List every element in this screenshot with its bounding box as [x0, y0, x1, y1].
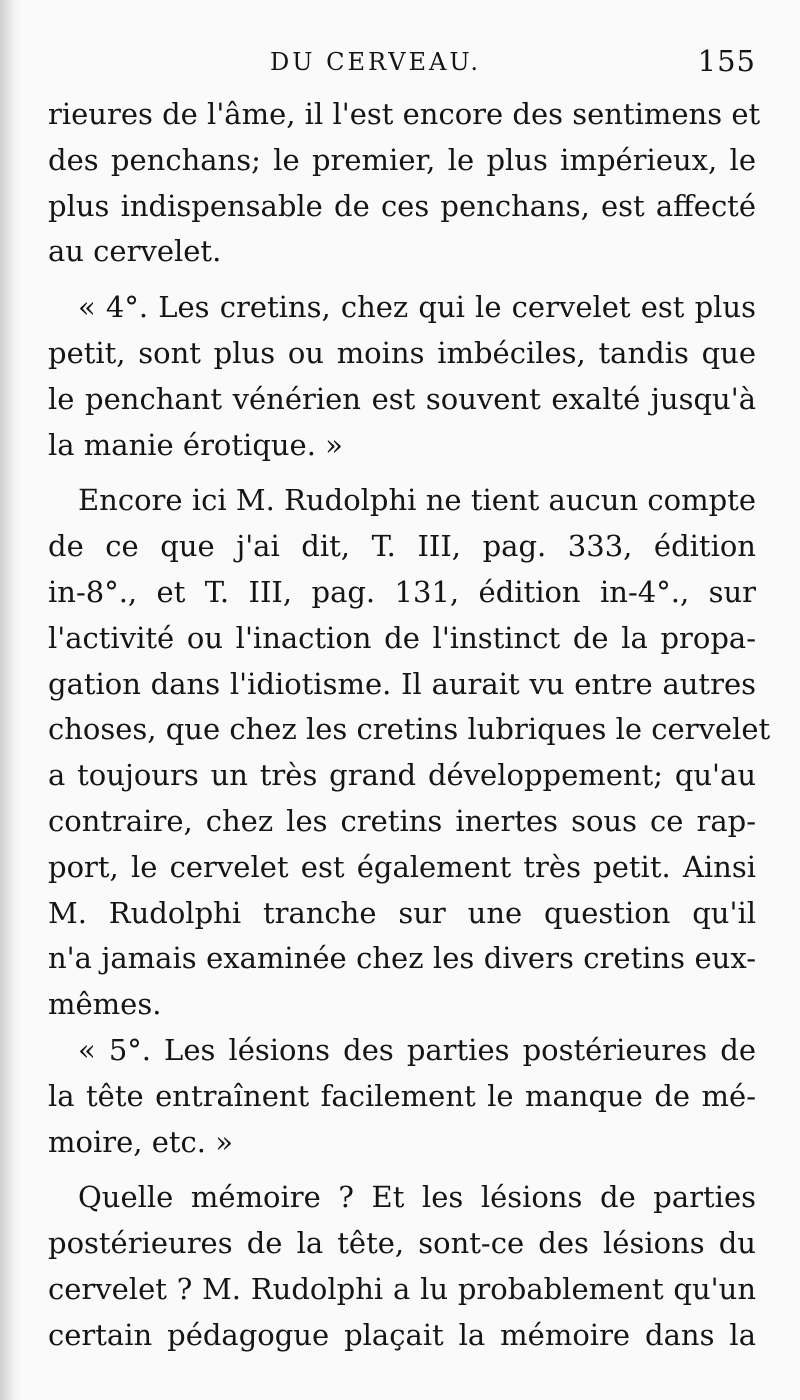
- text-line: cervelet ? M. Rudolphi a lu probablement qu'un: [48, 1271, 756, 1306]
- text-line: Quelle mémoire ? Et les lésions de parties: [78, 1180, 756, 1215]
- text-line: petit, sont plus ou moins imbéciles, tandis que: [48, 335, 756, 370]
- text-line: a toujours un très grand développement; qu'au: [48, 758, 756, 793]
- body-text: [48, 92, 771, 1359]
- text-line: moire, etc. »: [48, 1124, 233, 1159]
- text-line: « 5°. Les lésions des parties postérieures de: [78, 1032, 756, 1067]
- text-line: in-8°., et T. III, pag. 131, édition in-4°., sur: [48, 574, 756, 609]
- text-line: de ce que j'ai dit, T. III, pag. 333, édition: [48, 529, 756, 564]
- page-edge-shadow: [0, 0, 22, 1400]
- text-line: le penchant vénérien est souvent exalté jusqu'à: [48, 381, 756, 416]
- text-line: port, le cervelet est également très petit. Ainsi: [48, 849, 756, 884]
- text-line: la tête entraînent facilement le manque de mé-: [48, 1078, 756, 1113]
- text-line: mêmes.: [48, 987, 162, 1022]
- paragraph-gap: [48, 468, 756, 478]
- text-line: au cervelet.: [48, 234, 222, 269]
- text-line: gation dans l'idiotisme. Il aurait vu entre autres: [48, 666, 756, 701]
- text-line: l'activité ou l'inaction de l'instinct de la propa-: [48, 620, 756, 655]
- text-line: des penchans; le premier, le plus impérieux, le: [48, 142, 756, 177]
- running-head: DU CERVEAU.: [270, 48, 482, 76]
- text-line: certain pédagogue plaçait la mémoire dans la: [48, 1317, 756, 1352]
- page-header: [48, 44, 756, 84]
- text-line: la manie érotique. »: [48, 427, 343, 462]
- text-line: contraire, chez les cretins inertes sous ce rap-: [48, 803, 756, 838]
- text-line: choses, que chez les cretins lubriques le cervelet: [48, 712, 771, 747]
- text-line: n'a jamais examinée chez les divers cretins eux-: [48, 941, 756, 976]
- page-number: 155: [697, 44, 756, 78]
- paragraph-gap: [48, 1165, 756, 1175]
- text-line: rieures de l'âme, il l'est encore des sentimens et: [48, 97, 761, 131]
- text-line: postérieures de la tête, sont-ce des lésions du: [48, 1226, 756, 1261]
- text-line: M. Rudolphi tranche sur une question qu'il: [48, 895, 756, 930]
- text-line: plus indispensable de ces penchans, est affecté: [48, 188, 756, 223]
- paragraph-gap: [48, 275, 756, 285]
- text-line: Encore ici M. Rudolphi ne tient aucun compte: [78, 483, 756, 518]
- text-line: « 4°. Les cretins, chez qui le cervelet est plus: [78, 290, 756, 325]
